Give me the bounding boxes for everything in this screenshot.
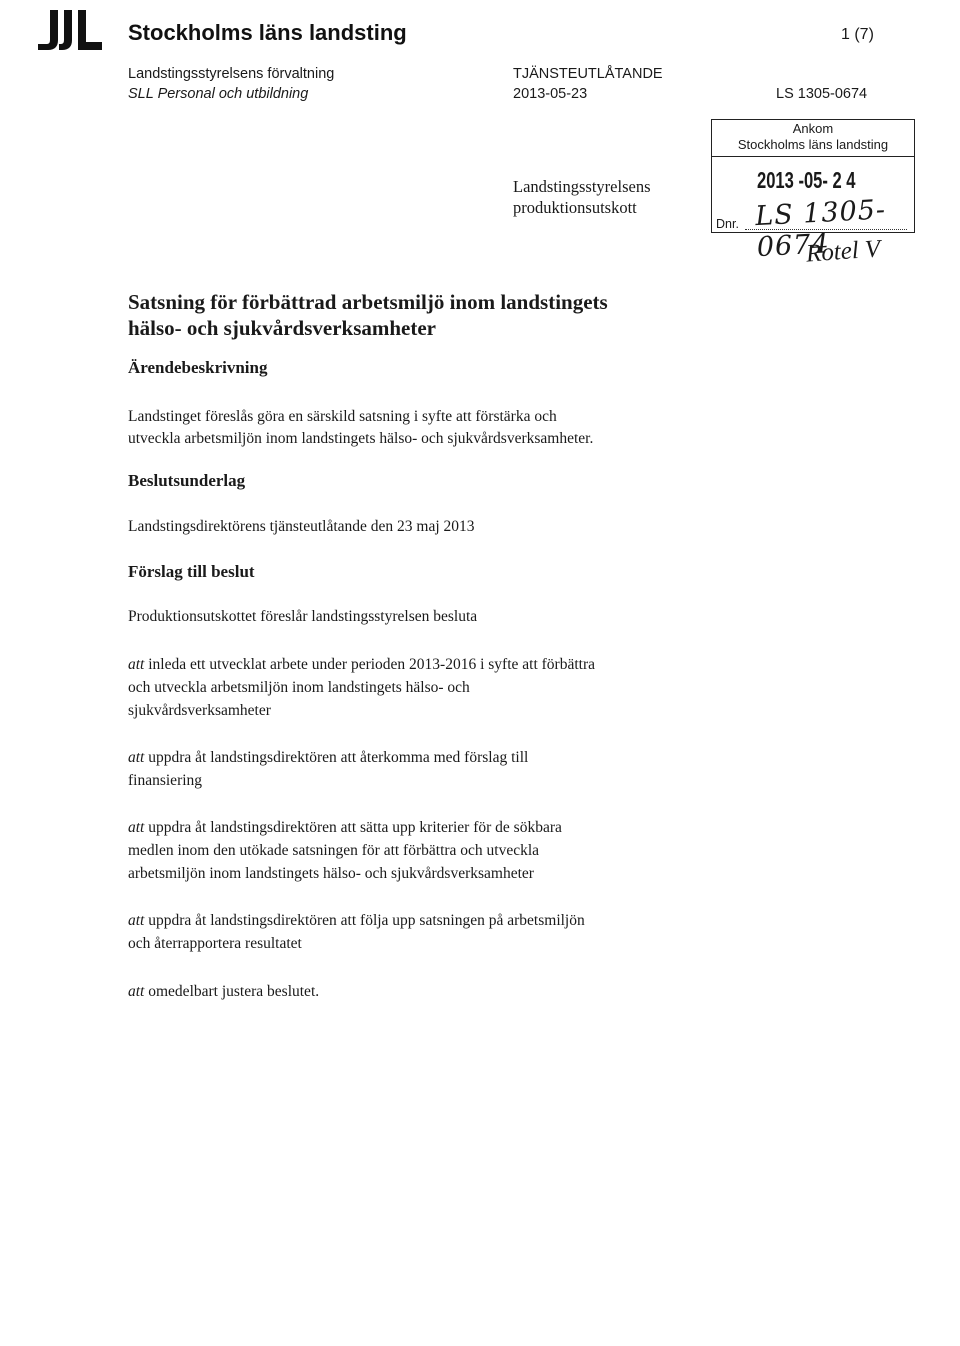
decision-item-line: uppdra åt landstingsdirektören att återkomma med förslag till [144,749,529,766]
title-line-2: hälso- och sjukvårdsverksamheter [128,316,436,340]
basis-text: Landstingsdirektörens tjänsteutlåtande den 23 maj 2013 [128,518,475,535]
page-number: 1 (7) [841,26,874,43]
decision-item-line: och återrapportera resultatet [128,935,302,952]
decision-item [128,746,768,792]
decision-item-line: omedelbart justera beslutet. [144,983,320,1000]
decision-item-line: inleda ett utvecklat arbete under perioden 2013-2016 i syfte att förbättra [144,656,595,673]
stamp-dnr-handwritten: LS 1305-0674 [754,194,887,264]
stamp-organization: Stockholms läns landsting [737,137,889,152]
att-keyword: att [128,819,145,836]
att-keyword: att [128,912,145,929]
proposal-intro: Produktionsutskottet föreslår landstingsstyrelsen besluta [128,608,478,625]
decision-item-line: finansiering [128,772,203,789]
decision-item [128,980,768,1003]
decision-item [128,909,768,955]
document-type: TJÄNSTEUTLÅTANDE [513,66,663,82]
administration-name: Landstingsstyrelsens förvaltning [128,66,335,82]
description-text [128,406,593,450]
document-date: 2013-05-23 [513,86,588,102]
organization-name: Stockholms läns landsting [128,20,407,45]
description-line-1: Landstinget föreslås göra en särskild satsning i syfte att förstärka och [128,408,557,425]
decision-item-line: uppdra åt landstingsdirektören att sätta upp kriterier för de sökbara [144,819,562,836]
decision-item [128,653,768,722]
decision-item-line: sjukvårdsverksamheter [128,702,271,719]
proposal-heading: Förslag till beslut [128,562,255,581]
decision-item [128,816,768,885]
att-keyword: att [128,656,145,673]
decision-item-line: medlen inom den utökade satsningen för att förbättra och utveckla [128,842,540,859]
decision-item-line: och utveckla arbetsmiljön inom landstingets hälso- och [128,679,470,696]
title-line-1: Satsning för förbättrad arbetsmiljö inom landstingets [128,290,608,314]
basis-heading: Beslutsunderlag [128,471,246,490]
recipient-line-1: Landstingsstyrelsens [513,177,651,196]
stamp-date: 2013 -05- 2 4 [757,167,856,193]
att-keyword: att [128,983,145,1000]
decision-item-line: uppdra åt landstingsdirektören att följa upp satsningen på arbetsmiljön [144,912,585,929]
stamp-divider [711,156,915,157]
recipient-line-2: produktionsutskott [513,198,637,217]
description-line-2: utveckla arbetsmiljön inom landstingets hälso- och sjukvårdsverksamheter. [128,430,594,447]
document-reference: LS 1305-0674 [776,86,868,102]
handwritten-rotel-note: Rotel V [805,235,882,268]
stamp-dnr-label: Dnr. [716,217,739,231]
att-keyword: att [128,749,145,766]
recipient [513,176,651,218]
sll-logo-icon [36,8,126,54]
page-title [128,289,608,341]
decision-item-line: arbetsmiljön inom landstingets hälso- och sjukvårdsverksamheter [128,865,534,882]
description-heading: Ärendebeskrivning [128,358,268,377]
stamp-received-label: Ankom [792,121,834,136]
unit-name: SLL Personal och utbildning [128,86,309,102]
